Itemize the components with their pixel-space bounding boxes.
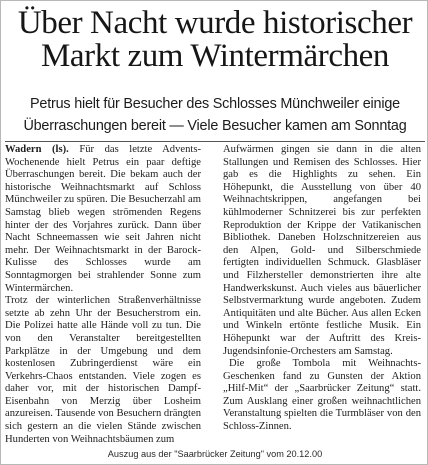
- headline-line-2: Markt zum Wintermärchen: [40, 38, 390, 74]
- headline-line-1: Über Nacht wurde historischer: [17, 5, 413, 41]
- headline-divider: [5, 141, 425, 142]
- subheadline-line-2: Überraschungen bereit — Viele Besucher kamen am Sonntag: [23, 118, 407, 134]
- left-paragraph-1: [5, 144, 201, 295]
- source-caption: Auszug aus der "Saarbrücker Zeitung" vom 20.12.00: [107, 449, 323, 459]
- subheadline-line-1: Petrus hielt für Besucher des Schlosses Münchweiler einige: [30, 96, 400, 112]
- article-column-left: [5, 144, 201, 446]
- dateline: Wadern (ls).: [5, 144, 69, 155]
- right-paragraph-2: Die große Tombola mit Weihnachts-Geschenken fand zu Gunsten der Aktion „Hilf-Mit“ der „Saarbrücker Zeitung“ statt. Zum Ausklang einer großen weihnachtlichen Veranstaltung spielten die Turmbläser von den Schloss-Zinnen.: [223, 358, 421, 433]
- article-headline: [1, 7, 428, 73]
- article-subheadline: [1, 93, 428, 137]
- right-paragraph-1: Aufwärmen gingen sie dann in die alten Stallungen und Remisen des Schlosses. Hier gab es die Highlights zu sehen. Ein Höhepunkt, die Ausstellung von über 40 Weihnachtskrippen, angefangen bei kühlmoderner Schnitzerei bis zur perfekten Reproduktion der Krippe der Vatikanischen Bibliothek. Daneben Holzschnitzereien aus den Alpen, Gold- und Silberschmiede fertigten individuellen Schmuck. Glasbläser und Filzhersteller demonstrierten ihre alte Handwerkskunst. Auch vieles aus bäuerlicher Selbstvermarktung wurde angeboten. Zudem Antiquitäten und alte Bücher. Aus allen Ecken und Winkeln ertönte festliche Musik. Ein Höhepunkt war der Auftritt des Kreis-Jugendsinfonie-Orchesters am Samstag.: [223, 144, 421, 357]
- left-paragraph-2: Trotz der winterlichen Straßenverhältnisse setzte ab zehn Uhr der Besucherstrom ein. Die Polizei hatte alle Hände voll zu tun. Die von den Veranstalter bereitgestellten Parkplätze in der Umgebung und dem kostenlosen Zubringerdienst wäre ein Verkehrs-Chaos entstanden. Viele zogen es daher vor, mit der historischen Dampf-Eisenbahn von Merzig über Losheim anzureisen. Tausende von Besuchern drängten sich gestern an die vielen Stände zwischen Hunderten von Weihnachtsbäumen zum: [5, 295, 201, 445]
- article-column-right: [223, 144, 421, 434]
- left-paragraph-1-text: Für das letzte Advents-Wochenende hielt Petrus ein paar deftige Überraschungen bereit. Die bekam auch der historische Weihnachtsmarkt auf Schloss Münchweiler zu spüren. Die Besucherzahl am Samstag blieb wegen strömenden Regens hinter der des Vorjahres zurück. Dann über Nacht Schneemassen wie seit Jahren nicht mehr. Der Weihnachtsmarkt in der Barock-Kulisse des Schlosses wurde am Sonntagmorgen bei strahlender Sonne zum Wintermärchen.: [5, 144, 201, 294]
